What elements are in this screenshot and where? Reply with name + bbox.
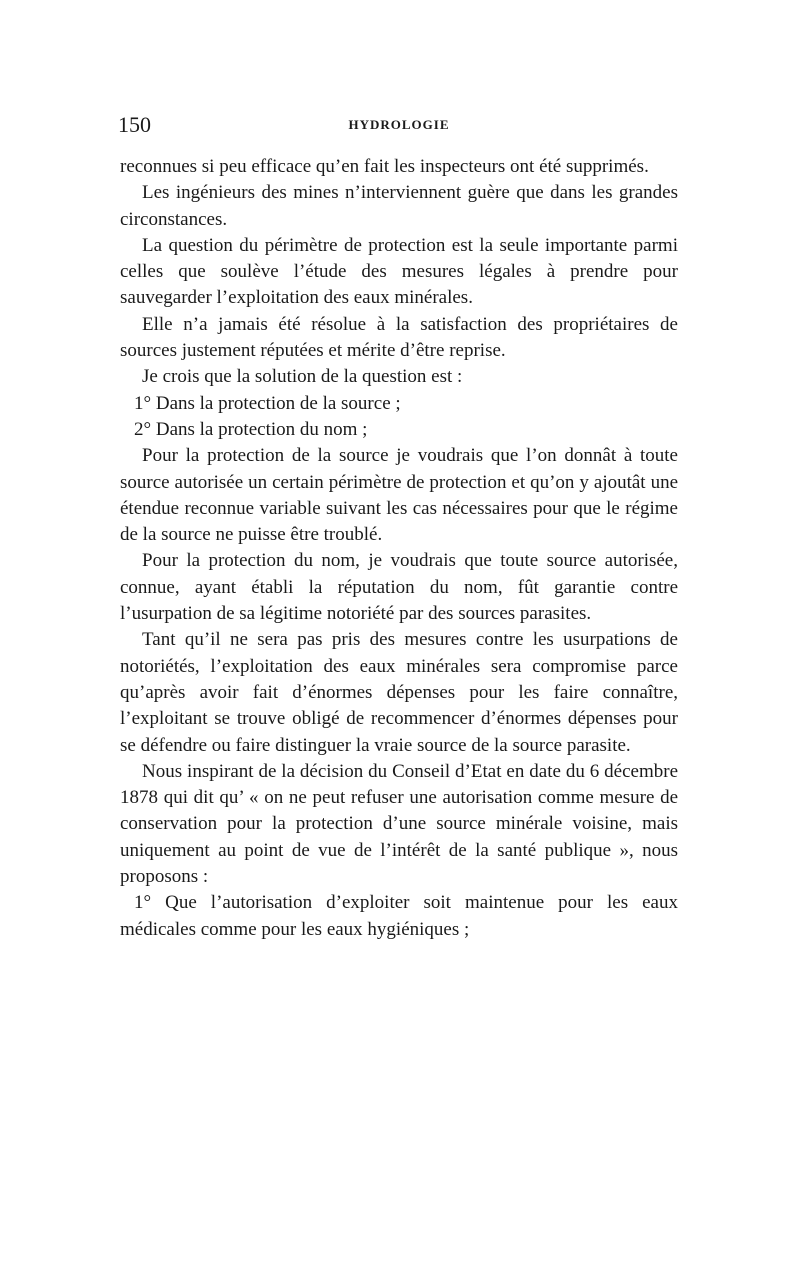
paragraph: Elle n’a jamais été résolue à la satisfaction des propriétaires de sources justement réputées et mérite d’être reprise.	[120, 313, 678, 362]
list-item: 1° Que l’autorisation d’exploiter soit maintenue pour les eaux médicales comme pour les eaux hygiéniques ;	[120, 892, 678, 940]
running-title: HYDROLOGIE	[348, 117, 450, 132]
paragraph: La question du périmètre de protection est la seule importante parmi celles que soulève l’étude des mesures légales à prendre pour sauvegarder l’exploitation des eaux minérales.	[120, 234, 678, 309]
running-head	[118, 112, 680, 142]
body-text	[120, 154, 678, 943]
list-item: 2° Dans la protection du nom ;	[134, 418, 368, 440]
paragraph: Je crois que la solution de la question est :	[142, 366, 463, 388]
paragraph: Les ingénieurs des mines n’interviennent guère que dans les grandes circonstances.	[120, 182, 678, 230]
paragraph: Nous inspirant de la décision du Conseil d’Etat en date du 6 décembre 1878 qui dit qu’ « on ne peut refuser une autorisation comme mesure de conservation pour la protection d’une source minérale voisine, mais uniquement au point de vue de l’intérêt de la santé publique », nous proposons :	[120, 760, 678, 888]
paragraph: Pour la protection de la source je voudrais que l’on donnât à toute source autorisée un certain périmètre de protection et qu’on y ajoutât une étendue reconnue variable suivant les cas nécessaires pour que le régime de la source ne puisse être troublé.	[120, 445, 678, 546]
paragraph: Tant qu’il ne sera pas pris des mesures contre les usurpations de notoriétés, l’exploitation des eaux minérales sera compromise parce qu’après avoir fait d’énormes dépenses pour les faire connaître, l’exploitant se trouve obligé de recommencer d’énormes dépenses pour se défendre ou faire distinguer la vraie source de la source parasite.	[120, 629, 678, 756]
paragraph: Pour la protection du nom, je voudrais que toute source autorisée, connue, ayant établi la réputation du nom, fût garantie contre l’usurpation de sa légitime notoriété par des sources parasites.	[120, 550, 678, 625]
paragraph-continuation: reconnues si peu efficace qu’en fait les inspecteurs ont été supprimés.	[120, 156, 649, 177]
list-item: 1° Dans la protection de la source ;	[134, 392, 401, 414]
page-number: 150	[118, 112, 151, 137]
